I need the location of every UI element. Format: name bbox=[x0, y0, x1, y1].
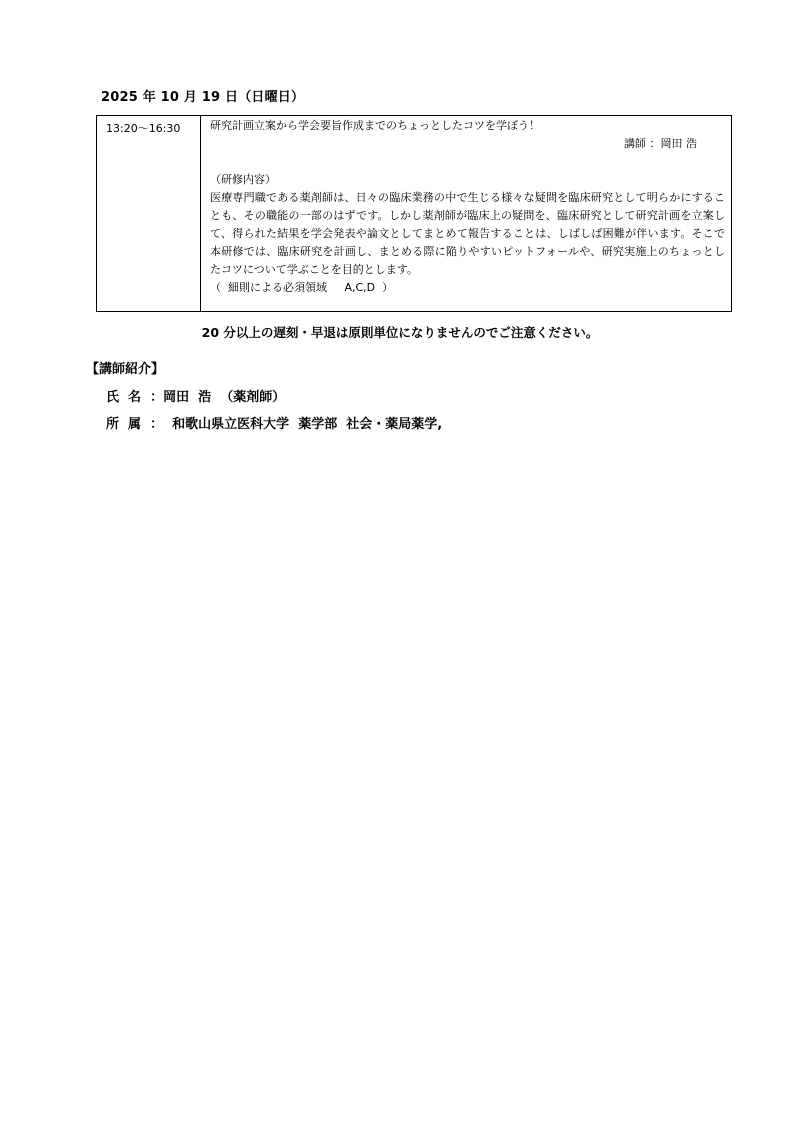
session-content bbox=[201, 116, 731, 311]
date-heading: 2025 年 10 月 19 日（日曜日） bbox=[101, 90, 305, 105]
lecturer-name: 氏 名 ：岡田 浩 （薬剤師） bbox=[106, 390, 286, 405]
session-description: 医療専門職である薬剤師は、日々の臨床業務の中で生じる様々な疑問を臨床研究として明らかにすることも、その職能の一部のはずです。しかし薬剤師が臨床上の疑問を、臨床研究として研究計画を立案して、得られた結果を学会発表や論文としてまとめて報告することは、しばしば困難が伴います。そこで本研修では、臨床研究を計画し、まとめる際に陥りやすいピットフォールや、研究実施上のちょっとしたコツについて学ぶことを目的とします。 bbox=[210, 191, 725, 276]
lecturer-intro-heading: 【講師紹介】 bbox=[86, 362, 165, 377]
attendance-notice: 20 分以上の遅刻・早退は原則単位になりませんのでご注意ください。 bbox=[201, 325, 599, 340]
session-time: 13:20〜16:30 bbox=[97, 116, 201, 311]
session-lecturer: 講師 ：岡田 浩 bbox=[624, 137, 697, 150]
required-domains: （ 細則による必須領域 A,C,D ） bbox=[210, 281, 394, 294]
schedule-table bbox=[96, 115, 732, 312]
lecturer-affiliation: 所 属 ： 和歌山県立医科大学 薬学部 社会・薬局薬学, bbox=[106, 417, 443, 432]
session-title: 研究計画立案から学会要旨作成までのちょっとしたコツを学ぼう！ bbox=[210, 119, 540, 132]
spacer bbox=[210, 153, 725, 171]
description-heading: （研修内容） bbox=[210, 173, 276, 186]
